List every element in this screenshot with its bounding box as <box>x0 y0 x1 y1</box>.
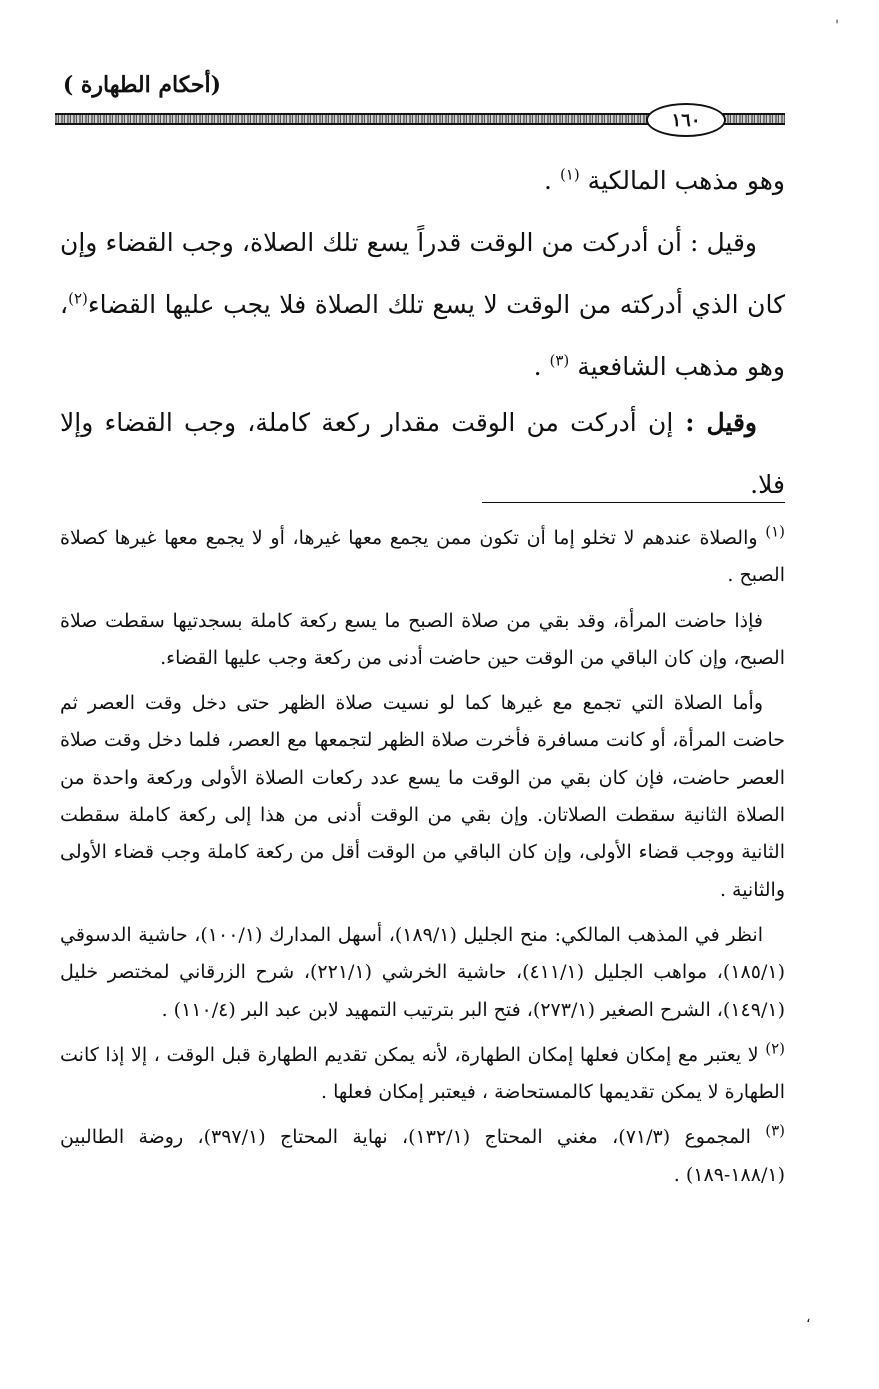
footnote-1-marker: (١) <box>765 522 785 541</box>
footnote-1-b-text: فإذا حاضت المرأة، وقد بقي من صلاة الصبح ما يسع ركعة كاملة بسجدتيها سقطت صلاة الصبح، وإن كان الباقي من الوقت حين حاضت أدنى من ركعة وجب عليها القضاء. <box>60 609 785 669</box>
paragraph-1-text: وهو مذهب المالكية <box>587 166 785 195</box>
footnote-ref-1: (١) <box>559 165 580 184</box>
paragraph-2-continued: ، وهو مذهب الشافعية <box>60 290 785 381</box>
main-text-3 <box>60 392 785 516</box>
footnote-3-text: المجموع (٧١/٣)، مغني المحتاج (١٣٢/١)، نهاية المحتاج (٣٩٧/١)، روضة الطالبين (١٨٨/١-١٨٩) . <box>60 1126 785 1186</box>
paragraph-1-end: . <box>544 166 552 195</box>
corner-mark: ' <box>835 18 839 34</box>
paragraph-3-text: إن أدركت من الوقت مقدار ركعة كاملة، وجب القضاء وإلا فلا. <box>60 408 785 499</box>
footnote-divider <box>482 502 785 503</box>
footnote-3 <box>60 1119 785 1194</box>
paragraph-3-lead: وقيل : <box>673 408 758 437</box>
page-number: ١٦٠ <box>646 103 726 137</box>
footnote-1-d-text: انظر في المذهب المالكي: منح الجليل (١٨٩/١)، أسهل المدارك (١٠٠/١)، حاشية الدسوقي (١٨٥/١)، مواهب الجليل (٤١١/١)، حاشية الخرشي (٢٢١/١)، شرح الزرقاني لمختصر خليل (١٤٩/١)، الشرح الصغير (٢٧٣/١)، فتح البر بترتيب التمهيد لابن عبد البر (١١٠/٤) . <box>60 923 785 1021</box>
paragraph-2-lead: وقيل : <box>681 228 757 257</box>
footnote-ref-2: (٢) <box>68 289 88 308</box>
footnote-2-marker: (٢) <box>765 1039 786 1058</box>
main-text-2 <box>60 212 785 398</box>
footnote-ref-3: (٣) <box>549 351 570 370</box>
footnote-1-c <box>60 685 785 909</box>
footnote-1-a-text: والصلاة عندهم لا تخلو إما أن تكون ممن يجمع معها غيرها، أو لا يجمع معها غيرها كصلاة الصبح . <box>60 527 785 587</box>
footnote-1-d <box>60 917 785 1029</box>
footnote-2 <box>60 1037 785 1112</box>
running-header-title: (أحكام الطهارة ) <box>62 72 221 98</box>
footnotes <box>60 520 785 1194</box>
main-text <box>60 150 785 212</box>
paragraph-2-end: . <box>533 352 550 381</box>
paragraph-1 <box>60 150 785 212</box>
paragraph-2-text: أن أدركت من الوقت قدراً يسع تلك الصلاة، وجب القضاء وإن كان الذي أدركته من الوقت لا يسع تلك الصلاة فلا يجب عليها القضاء <box>60 228 785 319</box>
footnote-1-b <box>60 603 785 678</box>
scan-mark: ، <box>806 1310 811 1326</box>
paragraph-3 <box>60 392 785 516</box>
paragraph-2 <box>60 212 785 398</box>
footnote-1-c-text: وأما الصلاة التي تجمع مع غيرها كما لو نسيت صلاة الظهر حتى دخل وقت العصر ثم حاضت المرأة، أو كانت مسافرة فأخرت صلاة الظهر لتجمعها مع العصر، فلما دخل وقت صلاة العصر حاضت، فإن كان بقي من الوقت ما يسع عدد ركعات الصلاة الأولى وركعة واحدة من الصلاة الثانية سقطت الصلاتان. وإن بقي من الوقت أدنى من هذا إلى ركعة كاملة سقطت الثانية ووجب قضاء الأولى، وإن كان الباقي من الوقت أقل من ركعة كاملة وجب قضاء الأولى والثانية . <box>60 692 785 901</box>
footnote-2-text: لا يعتبر مع إمكان فعلها إمكان الطهارة، لأنه يمكن تقديم الطهارة قبل الوقت ، إلا إذا كانت الطهارة لا يمكن تقديمها كالمستحاضة ، فيعتبر إمكان فعلها . <box>60 1043 785 1104</box>
footnote-1-a <box>60 520 785 595</box>
footnote-3-marker: (٣) <box>765 1122 785 1141</box>
